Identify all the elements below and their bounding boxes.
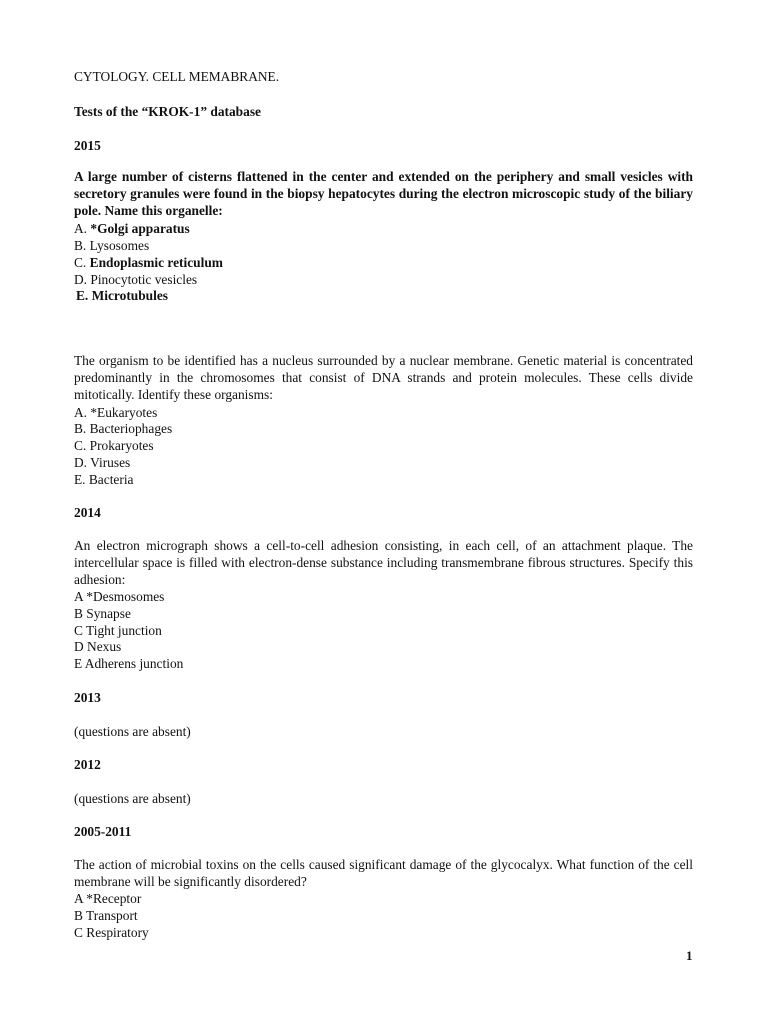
question-2014-1: An electron micrograph shows a cell-to-cell adhesion consisting, in each cell, of an attachment plaque. The intercellular space is filled with electron-dense substance including transmembrane fibrous structures. Specify this adhesion: (74, 538, 693, 587)
option-2005-1-b: B Transport (74, 908, 138, 923)
option-prefix: C. (74, 255, 90, 270)
section-year-2013: 2013 (74, 690, 101, 705)
question-2015-2: The organism to be identified has a nucleus surrounded by a nuclear membrane. Genetic material is concentrated predominantly in the chromosomes that consist of DNA strands and protein molecules. These cells divide mitotically. Identify these organisms: (74, 353, 693, 402)
option-2015-2-e: E. Bacteria (74, 472, 134, 487)
option-2015-2-d: D. Viruses (74, 455, 131, 470)
option-2015-1-c (74, 254, 223, 271)
option-2014-1-c: C Tight junction (74, 623, 162, 638)
option-2015-2-c: C. Prokaryotes (74, 438, 154, 453)
question-2005-1: The action of microbial toxins on the cells caused significant damage of the glycocalyx. What function of the cell membrane will be significantly disordered? (74, 857, 693, 889)
option-label: *Golgi apparatus (90, 221, 190, 236)
option-2014-1-b: B Synapse (74, 606, 131, 621)
section-year-2015: 2015 (74, 138, 101, 153)
option-2015-1-b (74, 237, 149, 254)
option-2014-1-a: A *Desmosomes (74, 589, 165, 604)
option-prefix: A. (74, 221, 91, 236)
option-2014-1-e: E Adherens junction (74, 656, 184, 671)
option-2015-2-a: A. *Eukaryotes (74, 405, 158, 420)
option-2014-1-d: D Nexus (74, 639, 122, 654)
option-2015-1-e (76, 287, 168, 304)
option-2015-2-b: B. Bacteriophages (74, 421, 173, 436)
option-label: Lysosomes (89, 238, 150, 253)
option-2015-1-d (74, 271, 197, 288)
option-2015-1-a (74, 220, 190, 237)
option-label: Pinocytotic vesicles (90, 272, 198, 287)
question-2015-1: A large number of cisterns flattened in the center and extended on the periphery and small vesicles with secretory granules were found in the biopsy hepatocytes during the electron microscopic study of the biliary pole. Name this organelle: (74, 169, 693, 218)
section-year-2005-2011: 2005-2011 (74, 824, 132, 839)
section-year-2012: 2012 (74, 757, 101, 772)
section-note-2012: (questions are absent) (74, 791, 191, 806)
option-label: Endoplasmic reticulum (89, 255, 223, 270)
option-2005-1-c: C Respiratory (74, 925, 149, 940)
option-prefix: D. (74, 272, 91, 287)
page-number: 1 (686, 948, 693, 963)
option-2005-1-a: A *Receptor (74, 891, 142, 906)
document-subtitle: Tests of the “KROK-1” database (74, 104, 261, 119)
document-title: CYTOLOGY. CELL MEMABRANE. (74, 69, 280, 84)
section-year-2014: 2014 (74, 505, 101, 520)
option-prefix: B. (74, 238, 90, 253)
option-label: E. Microtubules (76, 288, 169, 303)
section-note-2013: (questions are absent) (74, 724, 191, 739)
